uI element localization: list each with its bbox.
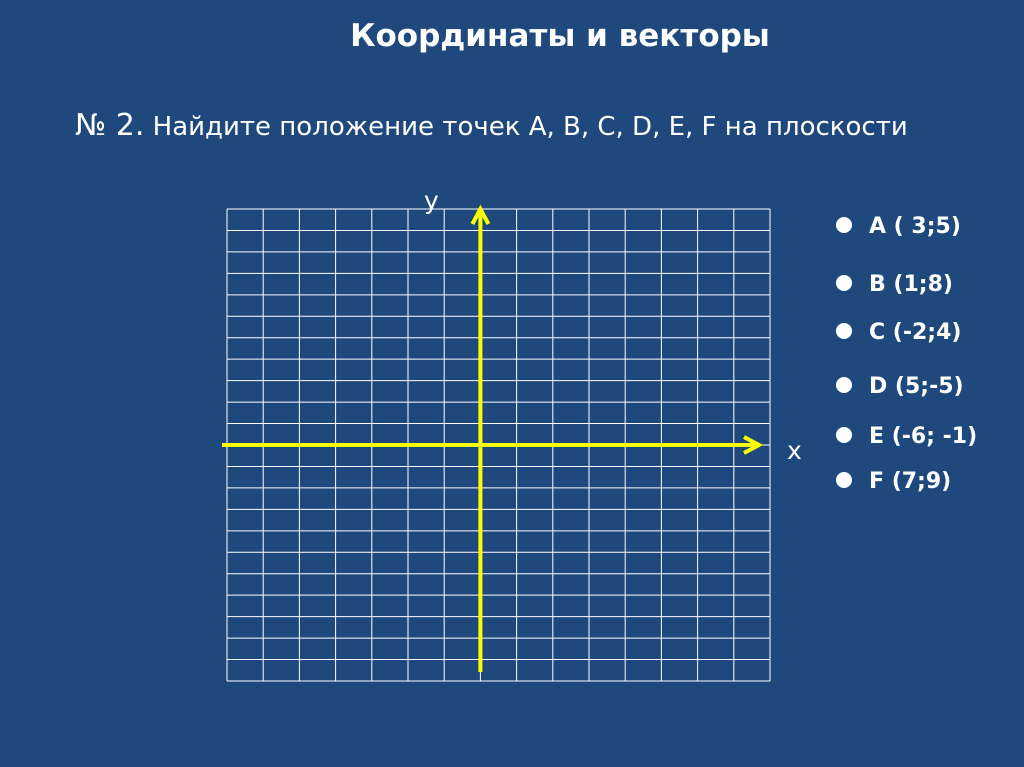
- bullet-circle-icon: [836, 427, 852, 443]
- y-axis-label: y: [424, 186, 439, 215]
- bullet-circle-icon: [836, 275, 852, 291]
- x-axis-label: x: [787, 436, 802, 465]
- point-item: [836, 272, 953, 297]
- point-item: [836, 424, 977, 449]
- point-item: [836, 374, 964, 399]
- slide-title: Координаты и векторы: [350, 18, 770, 54]
- bullet-circle-icon: [836, 377, 852, 393]
- point-label: E (-6; -1): [869, 424, 978, 449]
- task-text: Найдите положение точек A, B, C, D, E, F на плоскости: [152, 112, 908, 142]
- bullet-circle-icon: [836, 472, 852, 488]
- point-label: F (7;9): [869, 469, 952, 494]
- bullet-circle-icon: [836, 323, 852, 339]
- task-number: № 2.: [75, 108, 145, 143]
- point-label: C (-2;4): [869, 320, 962, 345]
- point-item: [836, 214, 961, 239]
- point-label: A ( 3;5): [869, 214, 961, 239]
- bullet-circle-icon: [836, 217, 852, 233]
- point-label: D (5;-5): [869, 374, 964, 399]
- axes: [222, 209, 759, 672]
- point-item: [836, 320, 961, 345]
- point-item: [836, 469, 951, 494]
- point-label: B (1;8): [869, 272, 953, 297]
